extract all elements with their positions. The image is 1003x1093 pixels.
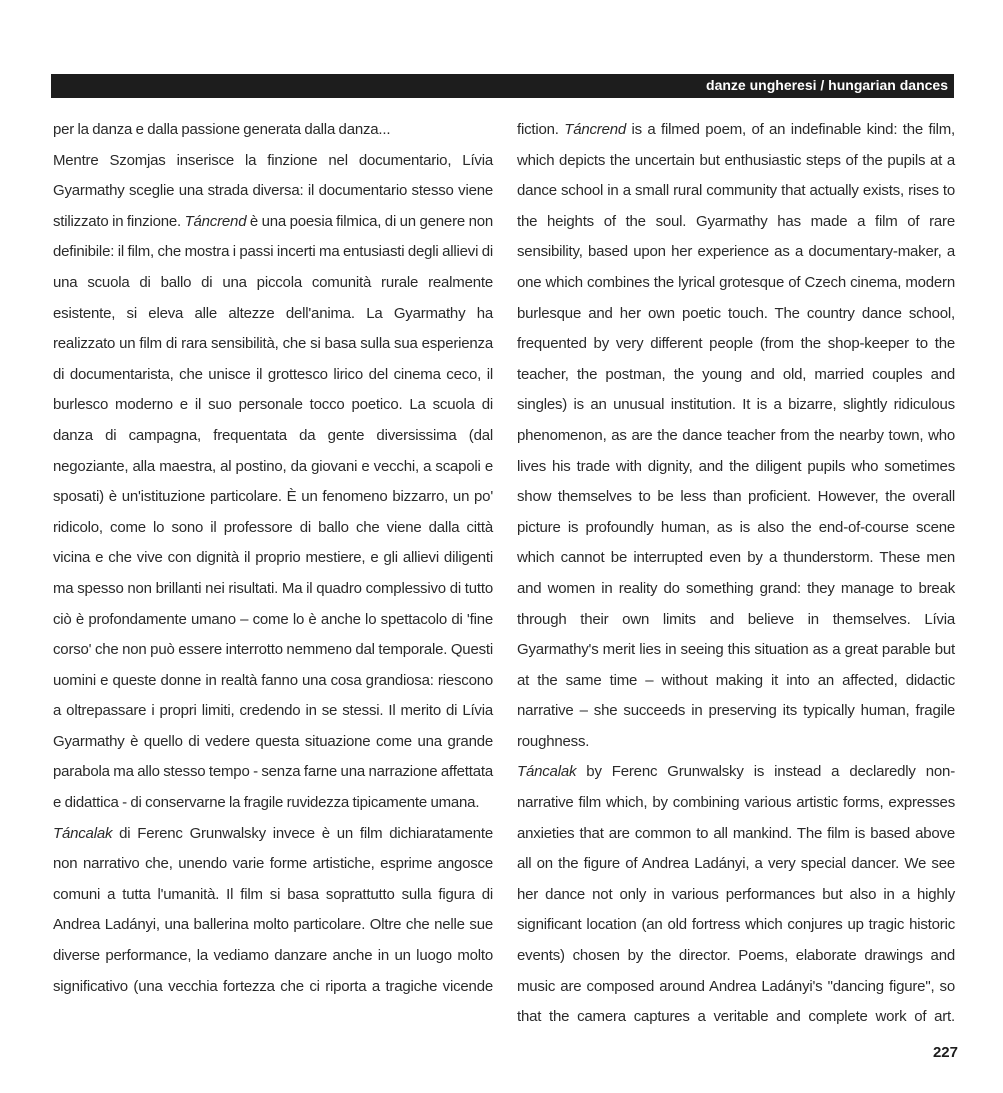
running-header-bar xyxy=(51,74,954,98)
page-number: 227 xyxy=(932,1044,958,1061)
text-run: per la danza e dalla passione generata dalla danza... xyxy=(53,121,391,138)
film-title: Táncalak xyxy=(53,824,113,842)
text-run: di Ferenc Grunwalsky invece è un film dichiaratamente non narrativo che, unendo varie forme artistiche, esprime angosce comuni a tutta l'umanità. Il film si basa soprattutto sulla figura di Andrea Ladányi, una ballerina molto particolare. Oltre che nelle sue diverse performance, la vediamo danzare anche in un luogo molto significativo (una vecchia fortezza che ci riporta a tragiche vicende xyxy=(53,824,493,995)
text-run: fiction. xyxy=(517,121,565,138)
text-run: is a filmed poem, of an indefinable kind: the film, which depicts the uncertain but enthusiastic steps of the pupils at a dance school in a small rural community that actually exists, rises to the heights of the soul. Gyarmathy has made a film of rare sensibility, based upon her experience as a documentary-maker, a one which combines the lyrical grotesque of Czech cinema, modern burlesque and her own poetic touch. The country dance school, frequented by very different people (from the shop-keeper to the teacher, the postman, the young and old, married couples and singles) is an unusual institution. It is a bizarre, slightly ridiculous phenomenon, as are the dance teacher from the nearby town, who lives his trade with dignity, and the diligent pupils who sometimes show themselves to be less than proficient. However, the overall picture is profoundly human, as is also the end-of-course scene which cannot be interrupted even by a thunderstorm. These men and women in reality do something grand: they manage to break through their own limits and believe in themselves. Lívia Gyarmathy's merit lies in seeing this situation as a great parable but at the same time – without making it into an affected, didactic narrative – she succeeds in preserving its typically human, fragile roughness. xyxy=(517,121,955,750)
paragraph xyxy=(517,115,955,757)
text-run: è una poesia filmica, di un genere non definibile: il film, che mostra i passi incerti ma entusiasti degli allievi di una scuola di ballo di una piccola comunità rurale realmente esistente, si eleva alle altezze dell'anima. La Gyarmathy ha realizzato un film di rara sensibilità, che si basa sulla sua esperienza di documentarista, che unisce il grottesco lirico del cinema ceco, il burlesco moderno e il suo personale tocco poetico. La scuola di danza di campagna, frequentata da gente diversissima (dal negoziante, alla maestra, al postino, da giovani e vecchi, a scapoli e sposati) è un'istituzione particolare. È un fenomeno bizzarro, un po' ridicolo, come lo sono il professore di ballo che viene dalla città vicina e che vive con dignità il proprio mestiere, e gli allievi diligenti ma spesso non brillanti nei risultati. Ma il quadro complessivo di tutto ciò è profondamente umano – come lo è anche lo spettacolo di 'fine corso' che non può essere interrotto nemmeno dal temporale. Questi uomini e queste donne in realtà fanno una cosa grandiosa: riescono a oltrepassare i propri limiti, credendo in se stessi. Il merito di Lívia Gyarmathy è quello di vedere questa situazione come una grande parabola ma allo stesso tempo - senza farne una narrazione affettata e didattica - di conservarne la fragile ruvidezza tipicamente umana. xyxy=(53,212,494,812)
text-run: Mentre Szomjas inserisce la finzione nel documentario, Lívia Gyarmathy sceglie una strada diversa: il documentario stesso viene stilizzato in finzione. xyxy=(53,151,493,230)
film-title: Táncrend xyxy=(184,212,247,230)
paragraph xyxy=(53,819,493,1003)
left-text-column xyxy=(53,115,493,1002)
paragraph xyxy=(517,757,955,1032)
paragraph xyxy=(53,146,493,819)
film-title: Táncalak xyxy=(517,763,577,781)
film-title: Táncrend xyxy=(564,121,627,138)
text-run: by Ferenc Grunwalsky is instead a declaredly non-narrative film which, by combining various artistic forms, expresses anxieties that are common to all mankind. The film is based above all on the figure of Andrea Ladányi, a very special dancer. We see her dance not only in various performances but also in a highly significant location (an old fortress which conjures up tragic historic events) chosen by the director. Poems, elaborate drawings and music are composed around Andrea Ladányi's "dancing figure", so that the camera captures a veritable and complete work of art. xyxy=(517,763,955,1026)
running-header-title: danze ungheresi / hungarian dances xyxy=(706,77,948,93)
paragraph xyxy=(53,115,493,146)
right-text-column xyxy=(517,115,955,1033)
